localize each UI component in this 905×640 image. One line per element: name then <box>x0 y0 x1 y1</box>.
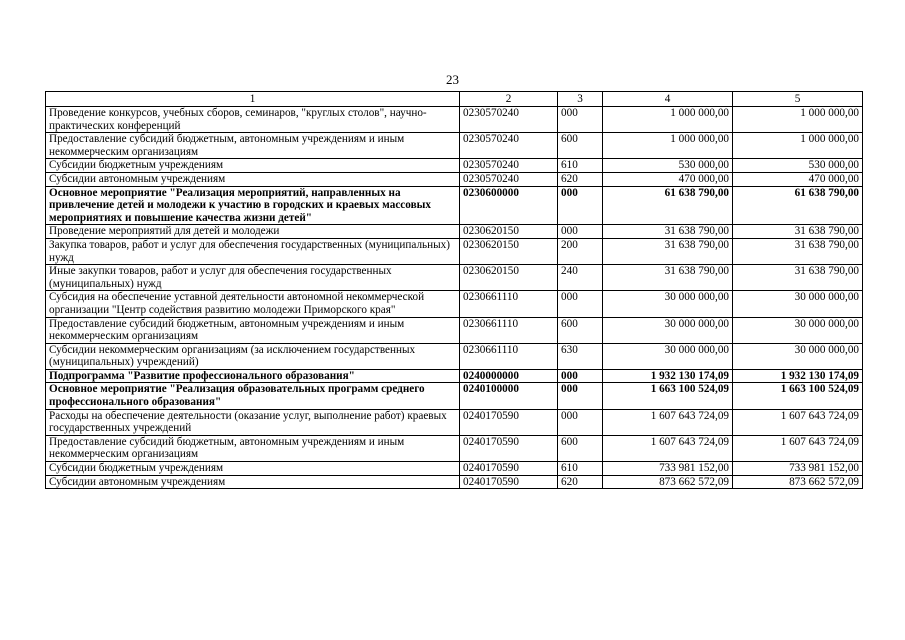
row-value-4-cell: 31 638 790,00 <box>603 265 733 291</box>
row-name-cell: Закупка товаров, работ и услуг для обеспечения государственных (муниципальных) нужд <box>46 238 460 264</box>
table-row <box>46 462 863 476</box>
row-name-cell: Субсидии бюджетным учреждениям <box>46 462 460 476</box>
row-value-5-cell: 31 638 790,00 <box>733 238 863 264</box>
row-value-5-cell: 470 000,00 <box>733 172 863 186</box>
table-header-row <box>46 92 863 107</box>
row-value-5-cell: 1 932 130 174,09 <box>733 369 863 383</box>
row-code-cell: 0240000000 <box>460 369 558 383</box>
row-name-cell: Основное мероприятие "Реализация мероприятий, направленных на привлечение детей и молодежи к участию в городских и краевых массовых мероприятиях и повышение качества жизни детей" <box>46 186 460 225</box>
row-code-cell: 0230570240 <box>460 107 558 133</box>
row-value-5-cell: 530 000,00 <box>733 159 863 173</box>
row-value-5-cell: 1 607 643 724,09 <box>733 409 863 435</box>
row-type-cell: 000 <box>558 107 603 133</box>
row-name-cell: Предоставление субсидий бюджетным, автономным учреждениям и иным некоммерческим организациям <box>46 435 460 461</box>
row-value-4-cell: 1 932 130 174,09 <box>603 369 733 383</box>
row-type-cell: 000 <box>558 409 603 435</box>
row-name-cell: Проведение мероприятий для детей и молодежи <box>46 225 460 239</box>
table-row <box>46 265 863 291</box>
row-code-cell: 0230570240 <box>460 133 558 159</box>
row-name-cell: Субсидии бюджетным учреждениям <box>46 159 460 173</box>
row-code-cell: 0240170590 <box>460 435 558 461</box>
row-value-4-cell: 1 607 643 724,09 <box>603 435 733 461</box>
row-value-5-cell: 1 000 000,00 <box>733 107 863 133</box>
row-value-4-cell: 1 607 643 724,09 <box>603 409 733 435</box>
header-col-1: 1 <box>46 92 460 107</box>
row-code-cell: 0240170590 <box>460 409 558 435</box>
table-row <box>46 475 863 489</box>
row-value-4-cell: 30 000 000,00 <box>603 343 733 369</box>
row-type-cell: 000 <box>558 186 603 225</box>
row-name-cell: Иные закупки товаров, работ и услуг для обеспечения государственных (муниципальных) нужд <box>46 265 460 291</box>
row-value-4-cell: 31 638 790,00 <box>603 225 733 239</box>
row-value-5-cell: 31 638 790,00 <box>733 225 863 239</box>
table-row <box>46 369 863 383</box>
row-code-cell: 0240170590 <box>460 462 558 476</box>
header-col-2: 2 <box>460 92 558 107</box>
row-value-5-cell: 873 662 572,09 <box>733 475 863 489</box>
budget-table <box>45 91 863 489</box>
row-type-cell: 240 <box>558 265 603 291</box>
table-row <box>46 186 863 225</box>
table-row <box>46 133 863 159</box>
row-name-cell: Расходы на обеспечение деятельности (оказание услуг, выполнение работ) краевых государственных учреждений <box>46 409 460 435</box>
row-name-cell: Субсидии некоммерческим организациям (за исключением государственных (муниципальных) учреждений) <box>46 343 460 369</box>
row-name-cell: Проведение конкурсов, учебных сборов, семинаров, "круглых столов", научно-практических конференций <box>46 107 460 133</box>
row-name-cell: Субсидии автономным учреждениям <box>46 172 460 186</box>
row-type-cell: 000 <box>558 383 603 409</box>
table-row <box>46 238 863 264</box>
row-value-4-cell: 1 000 000,00 <box>603 133 733 159</box>
row-type-cell: 200 <box>558 238 603 264</box>
row-code-cell: 0230661110 <box>460 317 558 343</box>
row-name-cell: Субсидия на обеспечение уставной деятельности автономной некоммерческой организации "Центр содействия развитию молодежи Приморского края" <box>46 291 460 317</box>
row-code-cell: 0240100000 <box>460 383 558 409</box>
table-row <box>46 317 863 343</box>
table-row <box>46 225 863 239</box>
table-row <box>46 435 863 461</box>
row-value-5-cell: 30 000 000,00 <box>733 317 863 343</box>
table-row <box>46 291 863 317</box>
row-name-cell: Предоставление субсидий бюджетным, автономным учреждениям и иным некоммерческим организациям <box>46 317 460 343</box>
row-type-cell: 610 <box>558 159 603 173</box>
row-value-5-cell: 1 000 000,00 <box>733 133 863 159</box>
row-type-cell: 600 <box>558 317 603 343</box>
row-value-4-cell: 30 000 000,00 <box>603 317 733 343</box>
header-col-4: 4 <box>603 92 733 107</box>
row-name-cell: Подпрограмма "Развитие профессионального образования" <box>46 369 460 383</box>
row-code-cell: 0230570240 <box>460 172 558 186</box>
table-row <box>46 409 863 435</box>
row-value-4-cell: 470 000,00 <box>603 172 733 186</box>
row-value-4-cell: 530 000,00 <box>603 159 733 173</box>
row-type-cell: 000 <box>558 225 603 239</box>
table-row <box>46 343 863 369</box>
row-code-cell: 0230620150 <box>460 265 558 291</box>
table-row <box>46 383 863 409</box>
row-name-cell: Основное мероприятие "Реализация образовательных программ среднего профессионального образования" <box>46 383 460 409</box>
row-type-cell: 600 <box>558 435 603 461</box>
row-value-4-cell: 733 981 152,00 <box>603 462 733 476</box>
row-value-4-cell: 873 662 572,09 <box>603 475 733 489</box>
row-value-4-cell: 1 663 100 524,09 <box>603 383 733 409</box>
row-value-4-cell: 30 000 000,00 <box>603 291 733 317</box>
row-name-cell: Предоставление субсидий бюджетным, автономным учреждениям и иным некоммерческим организациям <box>46 133 460 159</box>
row-name-cell: Субсидии автономным учреждениям <box>46 475 460 489</box>
row-value-4-cell: 61 638 790,00 <box>603 186 733 225</box>
row-code-cell: 0230570240 <box>460 159 558 173</box>
row-code-cell: 0230620150 <box>460 225 558 239</box>
header-col-3: 3 <box>558 92 603 107</box>
row-type-cell: 600 <box>558 133 603 159</box>
row-value-4-cell: 31 638 790,00 <box>603 238 733 264</box>
row-type-cell: 620 <box>558 172 603 186</box>
row-code-cell: 0240170590 <box>460 475 558 489</box>
row-value-4-cell: 1 000 000,00 <box>603 107 733 133</box>
row-code-cell: 0230661110 <box>460 291 558 317</box>
row-value-5-cell: 61 638 790,00 <box>733 186 863 225</box>
row-value-5-cell: 1 663 100 524,09 <box>733 383 863 409</box>
row-value-5-cell: 1 607 643 724,09 <box>733 435 863 461</box>
row-value-5-cell: 733 981 152,00 <box>733 462 863 476</box>
header-col-5: 5 <box>733 92 863 107</box>
page-number: 23 <box>446 72 459 87</box>
row-type-cell: 630 <box>558 343 603 369</box>
row-type-cell: 000 <box>558 291 603 317</box>
row-value-5-cell: 31 638 790,00 <box>733 265 863 291</box>
table-row <box>46 107 863 133</box>
row-type-cell: 610 <box>558 462 603 476</box>
table-row <box>46 172 863 186</box>
row-type-cell: 620 <box>558 475 603 489</box>
row-value-5-cell: 30 000 000,00 <box>733 343 863 369</box>
row-value-5-cell: 30 000 000,00 <box>733 291 863 317</box>
row-code-cell: 0230661110 <box>460 343 558 369</box>
row-code-cell: 0230600000 <box>460 186 558 225</box>
row-code-cell: 0230620150 <box>460 238 558 264</box>
row-type-cell: 000 <box>558 369 603 383</box>
table-row <box>46 159 863 173</box>
